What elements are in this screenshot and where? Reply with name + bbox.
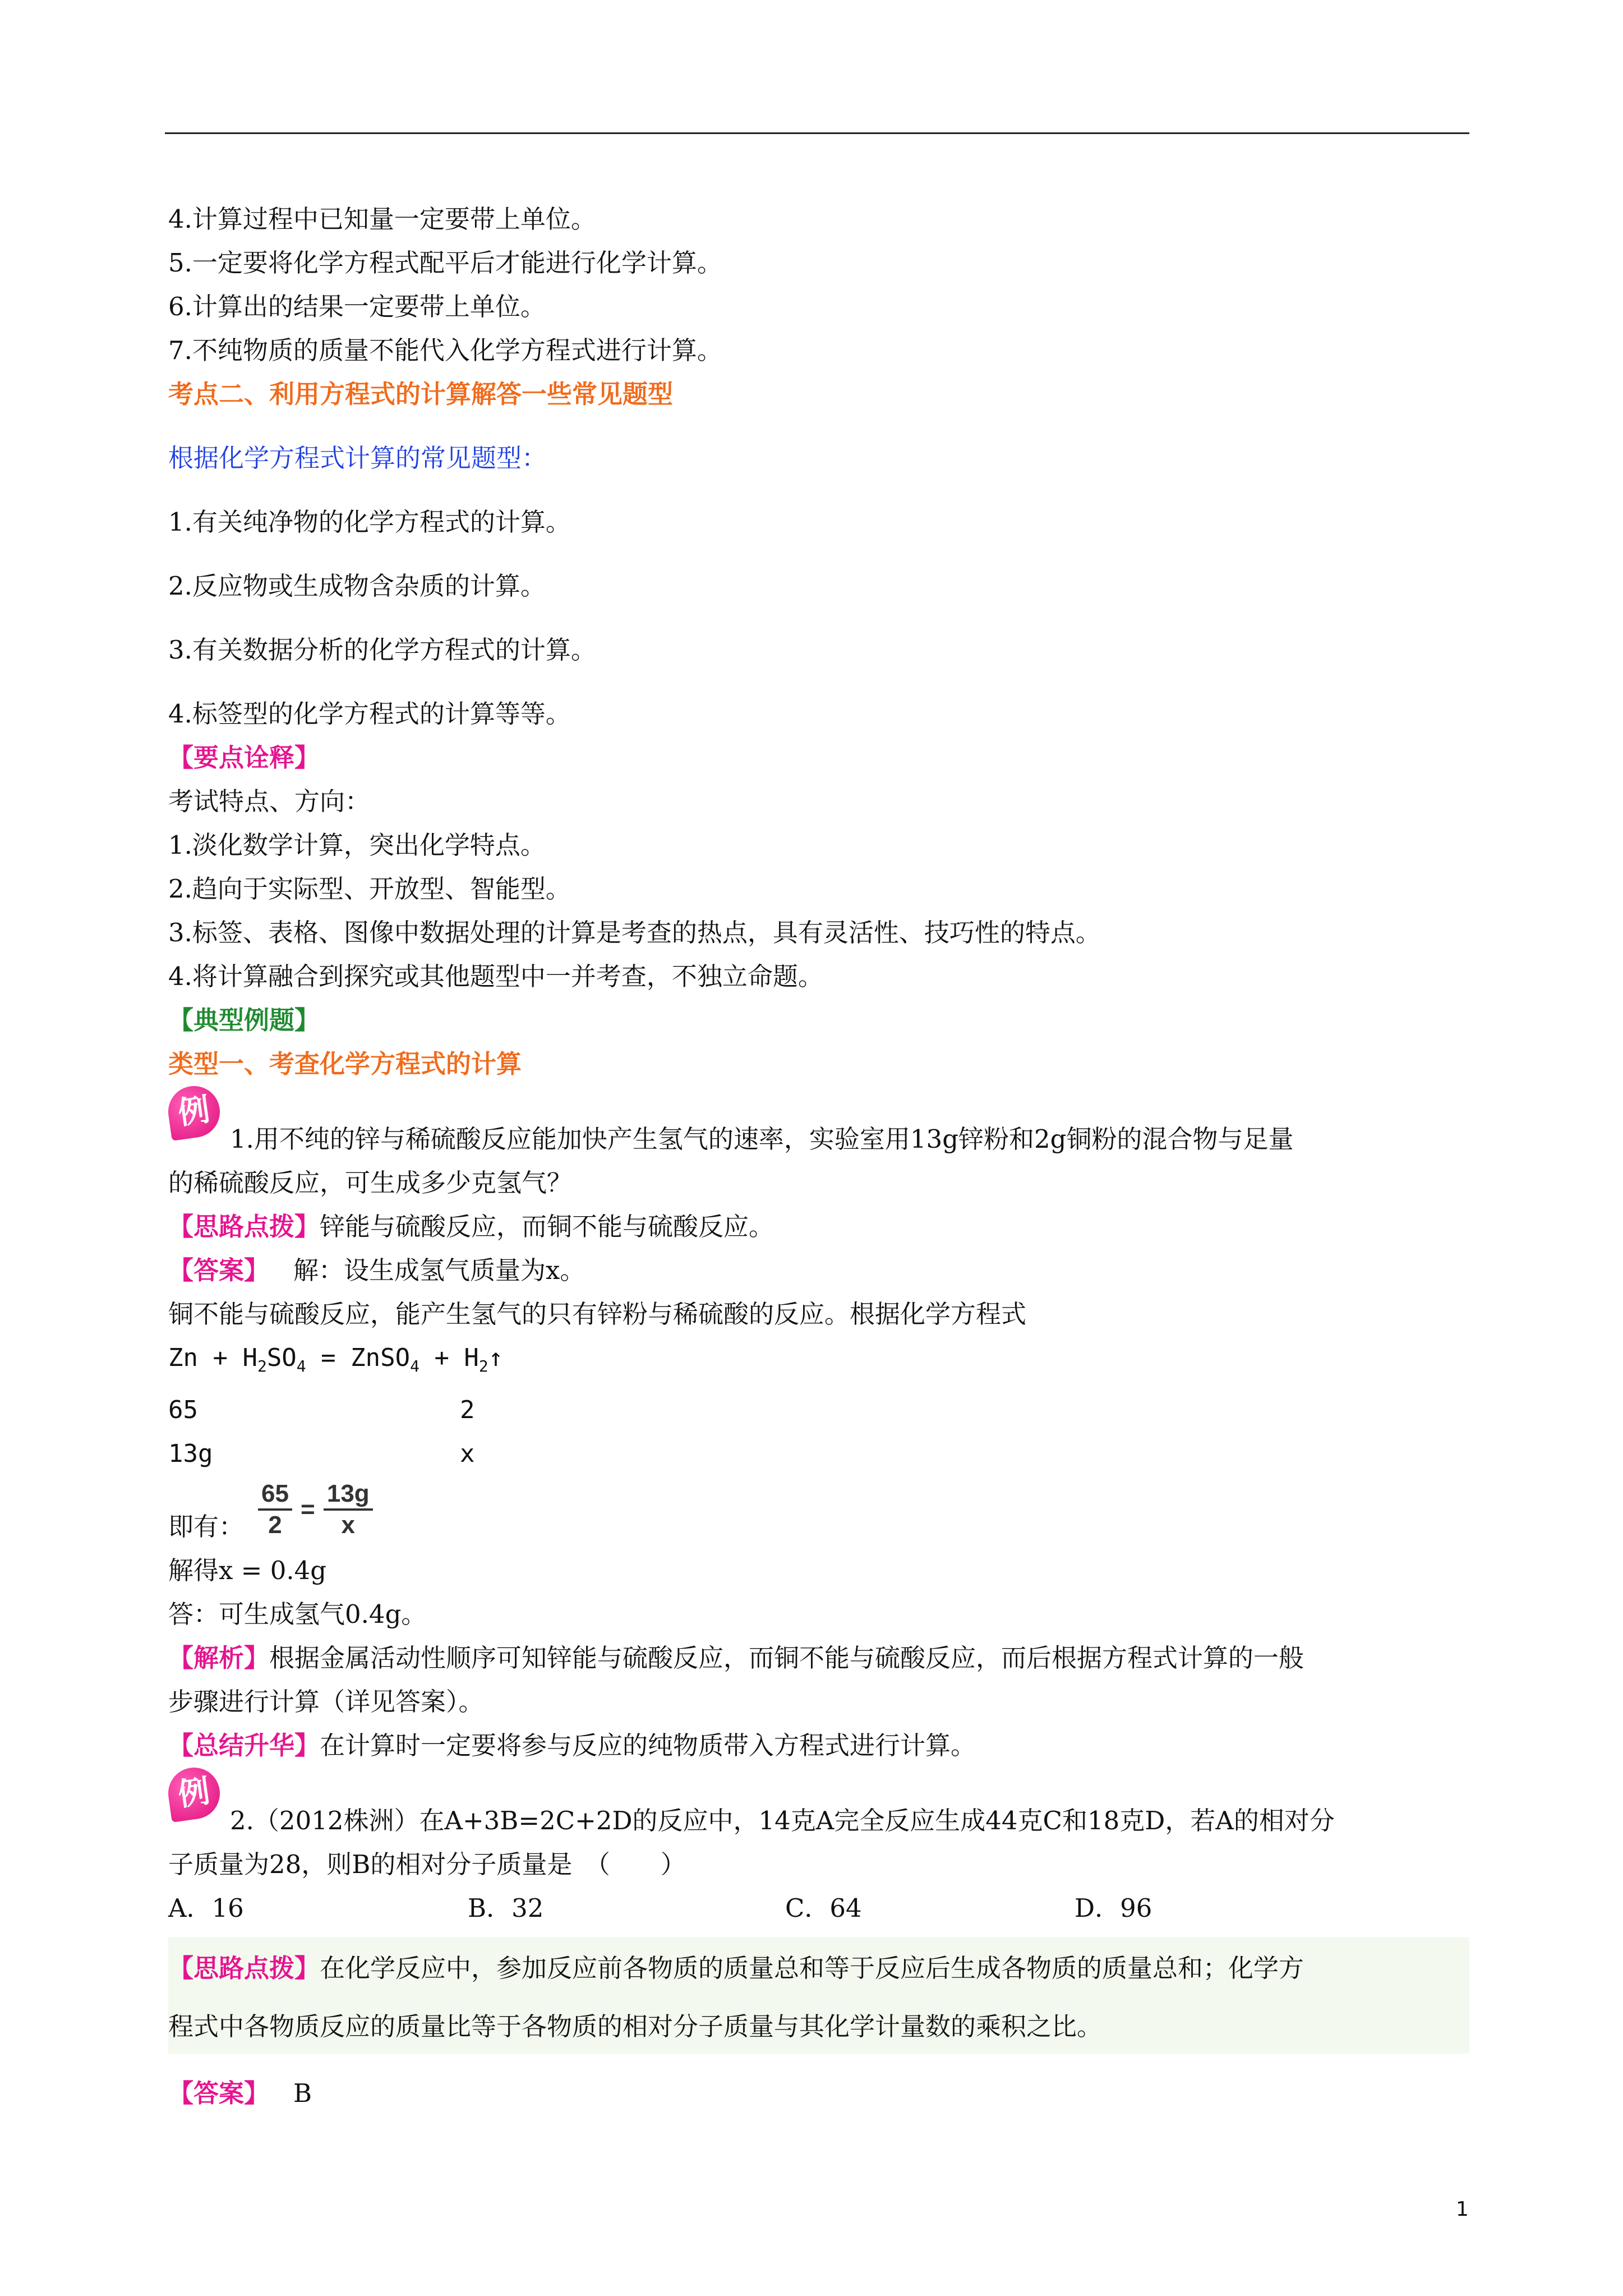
eq-part: SO (266, 1343, 297, 1372)
proportion-formula (258, 1479, 373, 1540)
option: A．16 (168, 1893, 244, 1923)
answer-text: B (293, 2078, 312, 2108)
key-points-tag: 【要点诠释】 (168, 743, 320, 772)
list-item: 3.标签、表格、图像中数据处理的计算是考查的热点，具有灵活性、技巧性的特点。 (168, 918, 1101, 947)
analysis-text: 根据金属活动性顺序可知锌能与硫酸反应，而铜不能与硫酸反应，而后根据方程式计算的一般 (269, 1642, 1304, 1673)
eq-subscript: 4 (410, 1356, 419, 1375)
page-number: 1 (1456, 2198, 1469, 2221)
option: B．32 (468, 1893, 544, 1923)
answer-line (168, 1249, 1469, 1292)
list-item: 4.将计算融合到探究或其他题型中一并考查，不独立命题。 (168, 961, 823, 991)
answer-tag: 【答案】 (168, 2078, 270, 2108)
fraction-numerator: 13g (324, 1479, 373, 1511)
list-item: 2.趋向于实际型、开放型、智能型。 (168, 874, 571, 904)
question-line: 1.用不纯的锌与稀硫酸反应能加快产生氢气的速率，实验室用13g锌粉和2g铜粉的混合物与足量 (230, 1124, 1294, 1154)
header-rule (165, 132, 1469, 134)
hint-text: 锌能与硫酸反应，而铜不能与硫酸反应。 (320, 1212, 774, 1241)
hint-line (168, 1937, 1469, 2000)
eq-subscript: 2 (478, 1356, 488, 1375)
list-item: 3.有关数据分析的化学方程式的计算。 (168, 635, 596, 665)
ratio-value: 2 (460, 1395, 475, 1424)
hint-line: 程式中各物质反应的质量比等于各物质的相对分子质量与其化学计量数的乘积之比。 (168, 2011, 1103, 2041)
option: C．64 (785, 1893, 862, 1923)
fraction-denominator: x (341, 1511, 355, 1539)
analysis-line: 步骤进行计算（详见答案）。 (168, 1686, 484, 1717)
section-title: 考点二、利用方程式的计算解答一些常见题型 (168, 379, 674, 409)
ratio-row (168, 1432, 1469, 1476)
analysis-line (168, 1636, 1469, 1680)
gas-arrow-icon: ↑ (488, 1343, 504, 1372)
typical-examples-tag: 【典型例题】 (168, 1005, 320, 1035)
fraction-denominator: 2 (268, 1511, 282, 1539)
final-answer: 答：可生成氢气0.4g。 (168, 1599, 427, 1629)
fraction-numerator: 65 (258, 1479, 292, 1511)
answer-tag: 【答案】 (168, 1255, 270, 1285)
ratio-value: x (460, 1439, 475, 1468)
type-title: 类型一、考查化学方程式的计算 (168, 1049, 522, 1079)
option: D．96 (1075, 1893, 1152, 1923)
eq-part: Zn + H (168, 1343, 257, 1372)
ratio-value: 13g (168, 1439, 213, 1468)
equals-sign: = (301, 1495, 315, 1523)
proportion-label: 即有： (168, 1511, 245, 1542)
document-body (168, 197, 1469, 2115)
summary-text: 在计算时一定要将参与反应的纯物质带入方程式进行计算。 (320, 1730, 976, 1760)
eq-part: = ZnSO (306, 1343, 411, 1372)
question-line: 2.（2012株洲）在A+3B=2C+2D的反应中，14克A完全反应生成44克C和18克D，若A的相对分 (230, 1805, 1335, 1835)
ratio-value: 65 (168, 1395, 198, 1424)
section-subtitle: 根据化学方程式计算的常见题型： (168, 443, 547, 473)
fraction (324, 1479, 373, 1540)
analysis-tag: 【解析】 (168, 1642, 270, 1673)
text-line: 7.不纯物质的质量不能代入化学方程式进行计算。 (168, 335, 722, 365)
eq-part: + H (419, 1343, 479, 1372)
list-item: 1.有关纯净物的化学方程式的计算。 (168, 507, 571, 537)
hint-box (168, 1937, 1469, 2054)
list-item: 2.反应物或生成物含杂质的计算。 (168, 571, 546, 601)
list-item: 1.淡化数学计算，突出化学特点。 (168, 830, 546, 860)
answer-line (168, 2072, 1469, 2115)
answer-text: 解：设生成氢气质量为x。 (293, 1255, 585, 1285)
hint-tag: 【思路点拨】 (168, 1953, 320, 1983)
fraction (258, 1479, 292, 1540)
eq-subscript: 4 (296, 1356, 306, 1375)
eq-subscript: 2 (257, 1356, 267, 1375)
text-line: 4.计算过程中已知量一定要带上单位。 (168, 204, 596, 234)
text-line: 6.计算出的结果一定要带上单位。 (168, 292, 546, 321)
ratio-row (168, 1388, 1469, 1432)
exam-intro: 考试特点、方向： (168, 786, 371, 816)
text-line: 5.一定要将化学方程式配平后才能进行化学计算。 (168, 248, 722, 278)
example-icon: 例 (165, 1083, 223, 1141)
hint-text: 在化学反应中，参加反应前各物质的质量总和等于反应后生成各物质的质量总和；化学方 (320, 1953, 1304, 1983)
summary-tag: 【总结升华】 (168, 1730, 320, 1760)
question-line: 子质量为28，则B的相对分子质量是 （ ） (168, 1849, 686, 1879)
example-icon: 例 (165, 1764, 223, 1823)
question-line: 的稀硫酸反应，可生成多少克氢气？ (168, 1168, 573, 1198)
hint-tag: 【思路点拨】 (168, 1212, 320, 1241)
text-line: 铜不能与硫酸反应，能产生氢气的只有锌粉与稀硫酸的反应。根据化学方程式 (168, 1299, 1027, 1329)
list-item: 4.标签型的化学方程式的计算等等。 (168, 699, 571, 729)
chemical-equation (168, 1336, 1469, 1388)
proportion-line (168, 1476, 1469, 1549)
options-row (168, 1887, 1469, 1930)
hint-line (168, 1205, 1469, 1249)
summary-line (168, 1724, 1469, 1768)
solve-line: 解得x = 0.4g (168, 1555, 327, 1585)
